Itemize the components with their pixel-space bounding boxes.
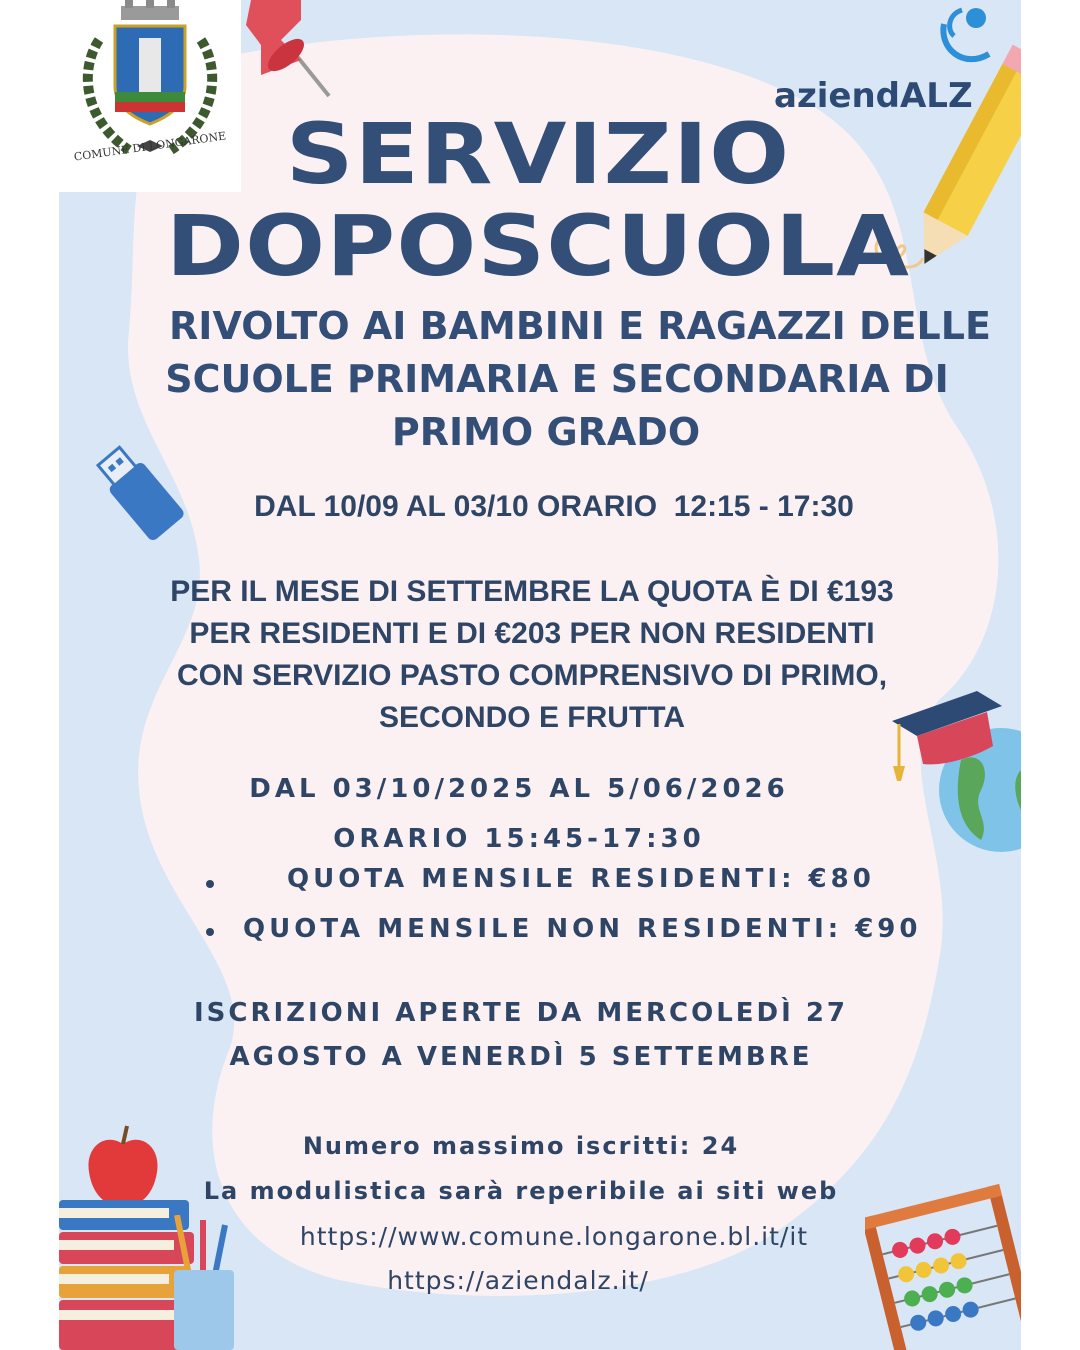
title-line-2: DOPOSCUOLA [165, 197, 911, 295]
period1-fee-line-2: PER RESIDENTI E DI €203 PER NON RESIDENTI [189, 617, 875, 650]
municipality-label: COMUNE DI LONGARONE [73, 129, 227, 164]
period2-hours: ORARIO 15:45-17:30 [333, 824, 705, 854]
period2-fee-non-residents: QUOTA MENSILE NON RESIDENTI: €90 [243, 914, 922, 944]
partner-logo-text: aziendALZ [774, 76, 973, 116]
pushpin-icon [241, 0, 341, 100]
title-line-1: SERVIZIO [285, 105, 791, 203]
period2-dates: DAL 03/10/2025 AL 5/06/2026 [249, 774, 789, 804]
subtitle-line-1: RIVOLTO AI BAMBINI E RAGAZZI DELLE [169, 304, 991, 348]
period1-dates-hours: DAL 10/09 AL 03/10 ORARIO 12:15 - 17:30 [254, 490, 854, 523]
registration-line-2: AGOSTO A VENERDÌ 5 SETTEMBRE [229, 1042, 813, 1072]
website-link-aziendalz[interactable]: https://aziendalz.it/ [387, 1266, 649, 1295]
abacus-icon [865, 1180, 1021, 1350]
subtitle-line-2: SCUOLE PRIMARIA E SECONDARIA DI [165, 357, 949, 401]
period1-fee-line-3: CON SERVIZIO PASTO COMPRENSIVO DI PRIMO, [176, 659, 888, 692]
registration-line-1: ISCRIZIONI APERTE DA MERCOLEDÌ 27 [193, 998, 849, 1028]
bullet-dot [206, 880, 214, 888]
poster [59, 0, 1021, 1350]
period1-fee-line-4: SECONDO E FRUTTA [378, 701, 686, 734]
subtitle-line-3: PRIMO GRADO [391, 410, 701, 454]
forms-note: La modulistica sarà reperibile ai siti web [203, 1177, 839, 1205]
website-link-comune[interactable]: https://www.comune.longarone.bl.it/it [299, 1222, 809, 1251]
bullet-dot [206, 928, 214, 936]
period2-fee-residents: QUOTA MENSILE RESIDENTI: €80 [287, 864, 875, 894]
max-enrolled: Numero massimo iscritti: 24 [302, 1132, 740, 1160]
period1-fee-line-1: PER IL MESE DI SETTEMBRE LA QUOTA È DI €193 [170, 575, 894, 608]
